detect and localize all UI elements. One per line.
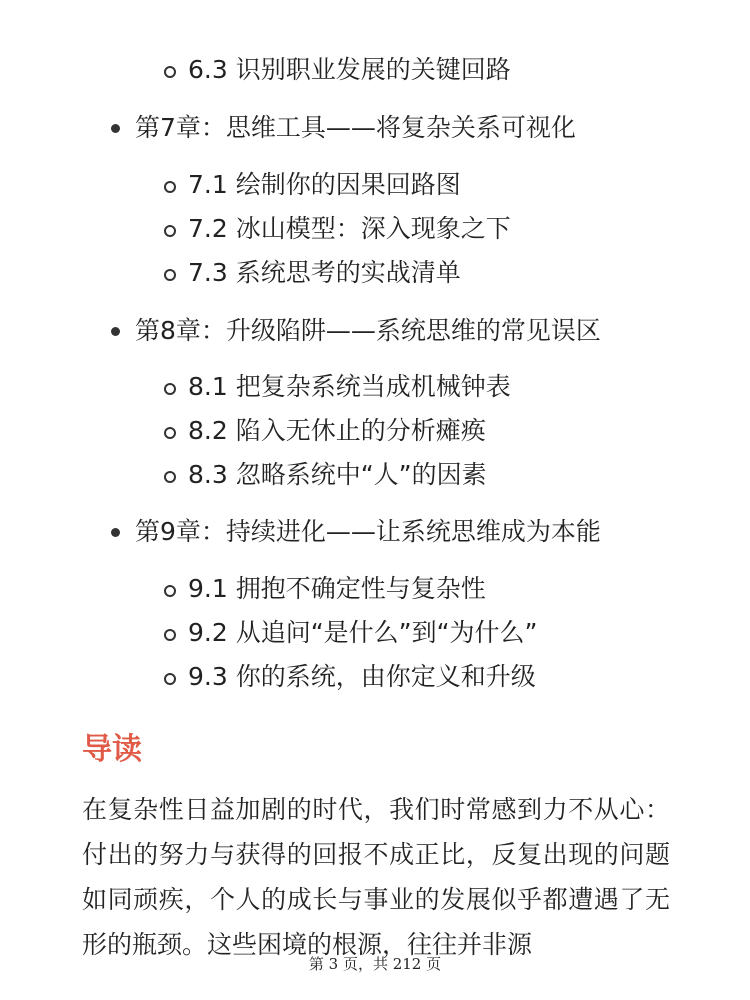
toc-chapter-7[interactable]: 第7章：思维工具——将复杂关系可视化	[135, 111, 576, 145]
page-number-footer: 第 3 页，共 212 页	[308, 955, 442, 973]
toc-section-7-1[interactable]: 7.1 绘制你的因果回路图	[188, 168, 461, 202]
section-paragraph: 在复杂性日益加剧的时代，我们时常感到力不从心：付出的努力与获得的回报不成正比，反复出现的问题如同顽疾，个人的成长与事业的发展似乎都遭遇了无形的瓶颈。这些困境的根源，往往并非源	[82, 795, 670, 959]
toc-section-8-2[interactable]: 8.2 陷入无休止的分析瘫痪	[188, 414, 486, 448]
toc-section-6-3[interactable]: 6.3 识别职业发展的关键回路	[188, 53, 511, 87]
section-heading: 导读	[82, 732, 142, 767]
toc-section-8-1[interactable]: 8.1 把复杂系统当成机械钟表	[188, 370, 511, 404]
toc-section-7-3[interactable]: 7.3 系统思考的实战清单	[188, 256, 461, 290]
toc-section-8-3[interactable]: 8.3 忽略系统中“人”的因素	[188, 458, 487, 492]
toc-chapter-8[interactable]: 第8章：升级陷阱——系统思维的常见误区	[135, 314, 601, 348]
toc-section-9-2[interactable]: 9.2 从追问“是什么”到“为什么”	[188, 616, 538, 650]
toc-section-7-2[interactable]: 7.2 冰山模型：深入现象之下	[188, 212, 511, 246]
toc-section-9-1[interactable]: 9.1 拥抱不确定性与复杂性	[188, 572, 486, 606]
toc-chapter-9[interactable]: 第9章：持续进化——让系统思维成为本能	[135, 515, 601, 549]
toc-section-9-3[interactable]: 9.3 你的系统，由你定义和升级	[188, 660, 536, 694]
